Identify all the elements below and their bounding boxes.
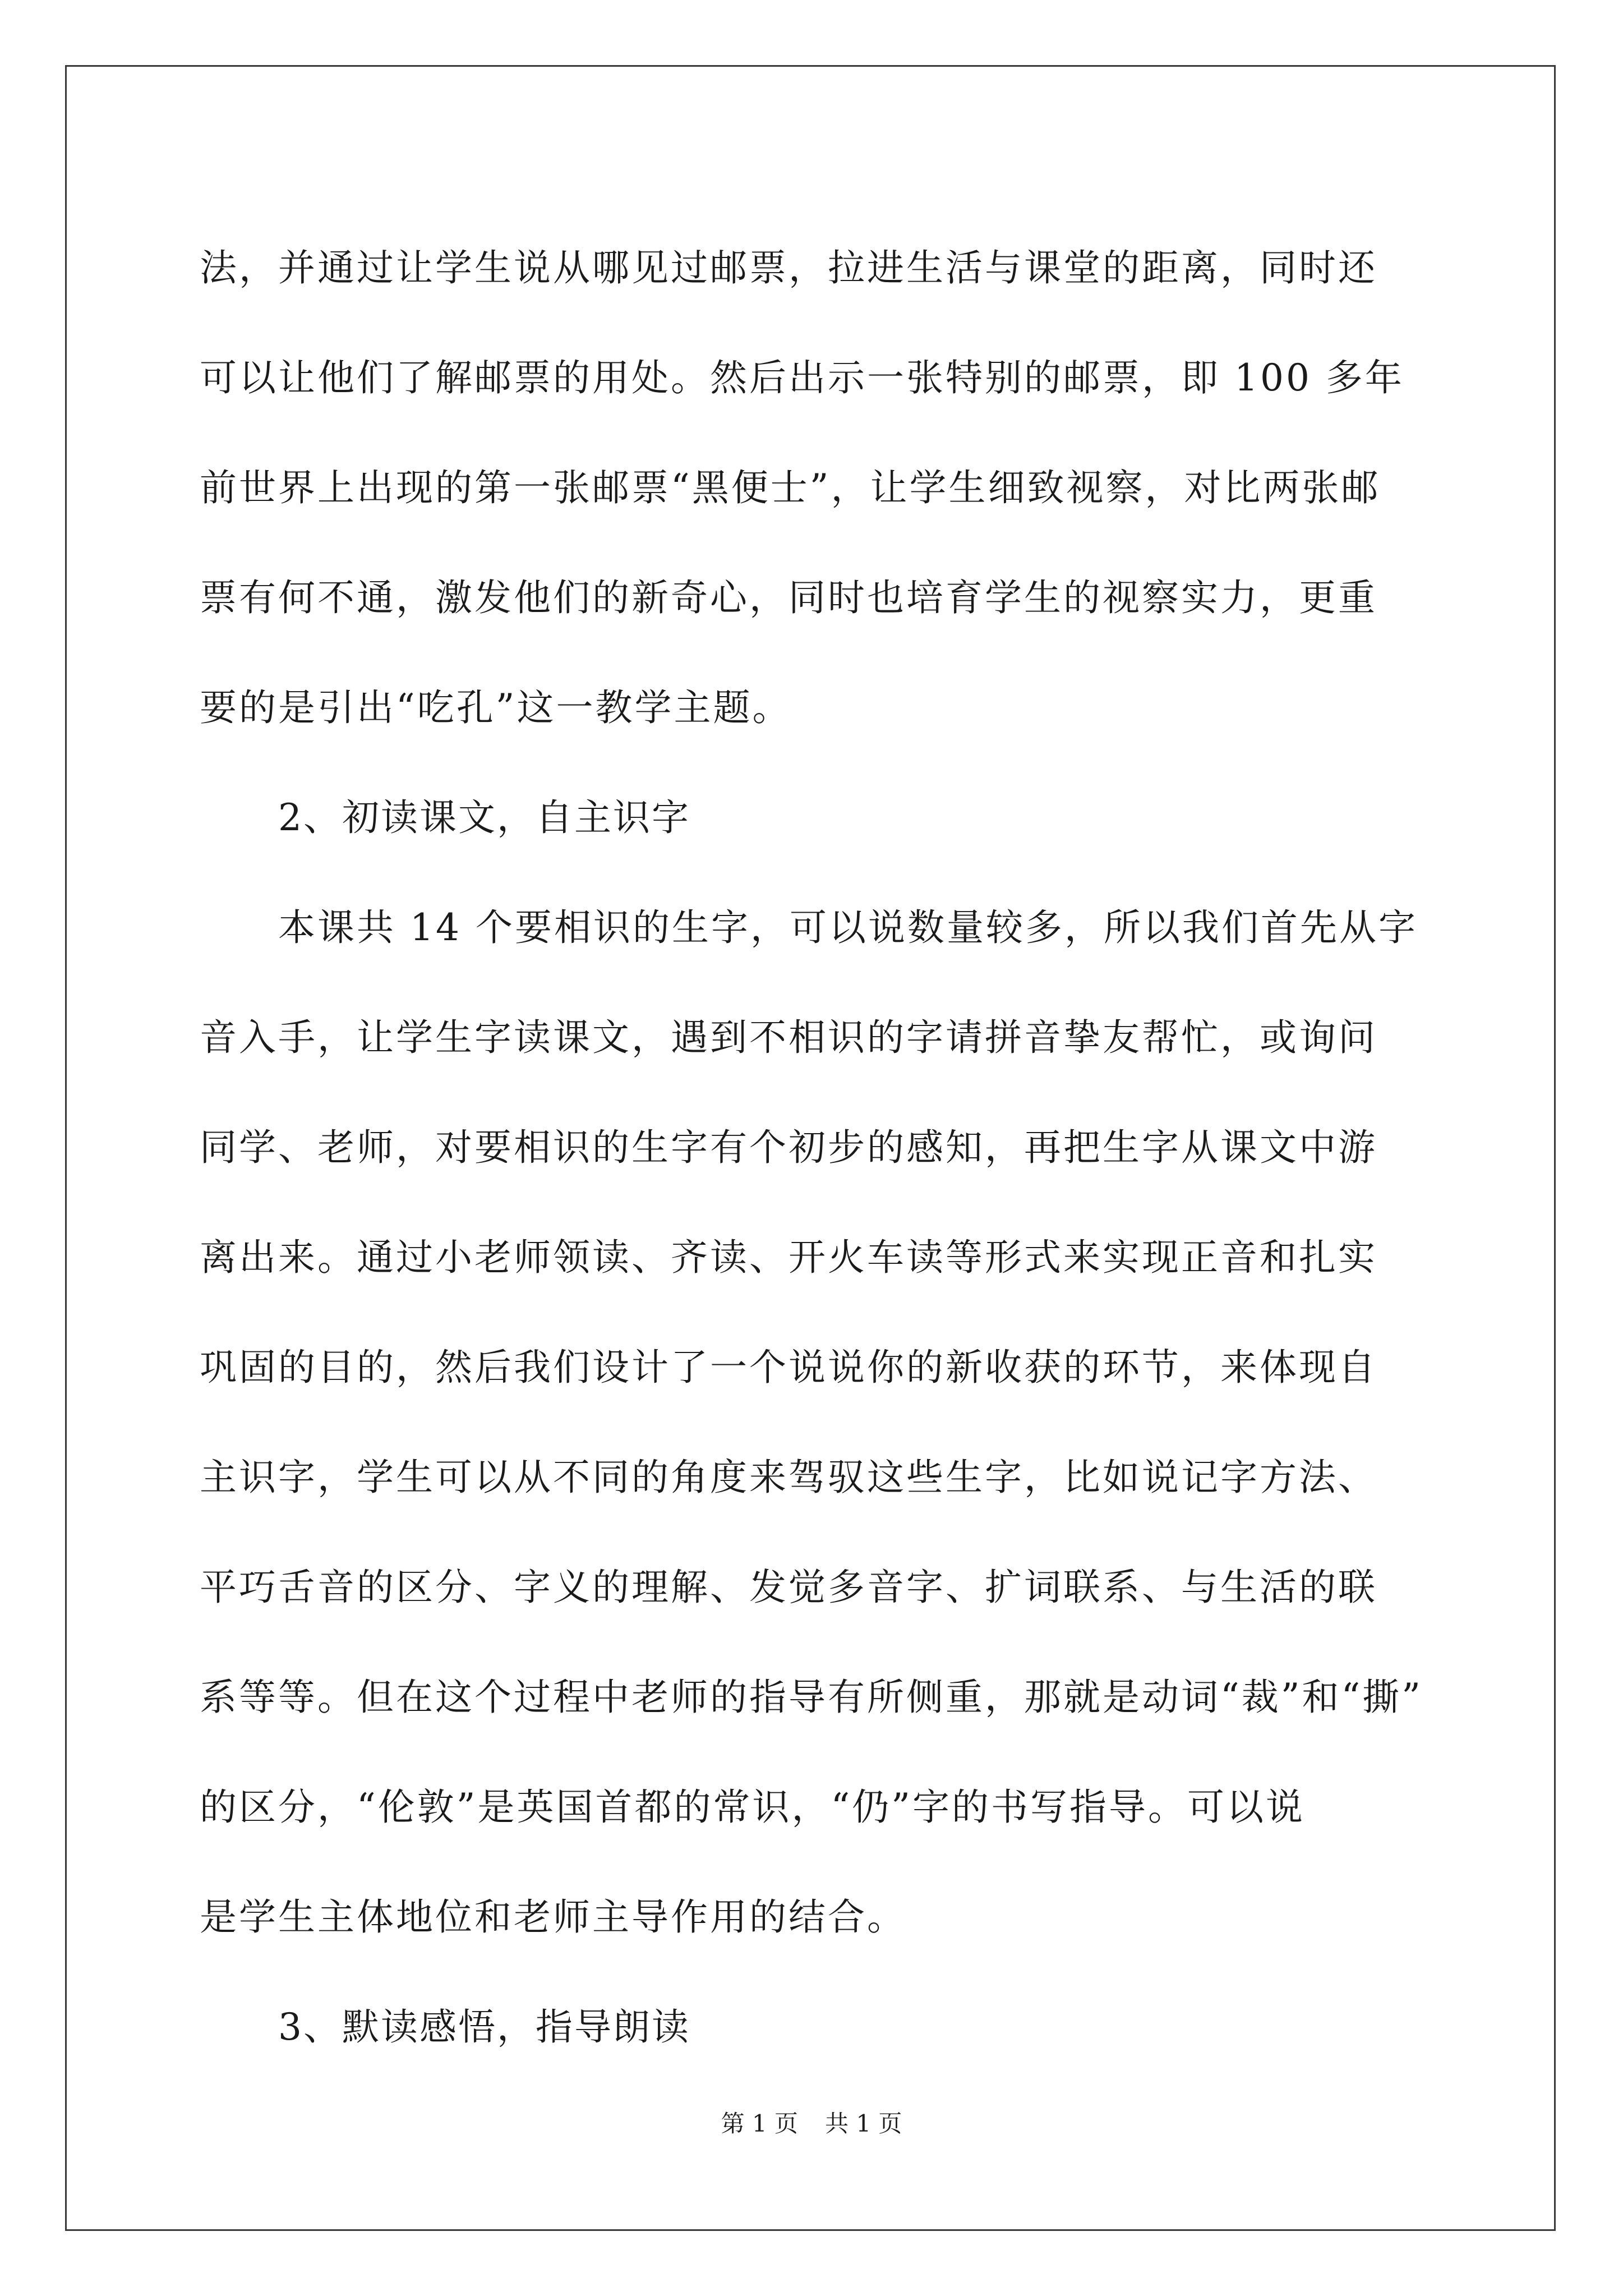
section-heading: 3、默读感悟，指导朗读 bbox=[278, 2005, 690, 2049]
body-line: 巩固的目的，然后我们设计了一个说说你的新收获的环节，来体现自 bbox=[200, 1346, 1377, 1389]
body-line: 系等等。但在这个过程中老师的指导有所侧重，那就是动词“裁”和“撕” bbox=[200, 1676, 1423, 1719]
body-line: 前世界上出现的第一张邮票“黑便士”，让学生细致视察，对比两张邮 bbox=[200, 466, 1381, 509]
paragraph-first-line: 本课共 14 个要相识的生字，可以说数量较多，所以我们首先从字 bbox=[278, 906, 1418, 949]
page-footer bbox=[0, 2107, 1623, 2141]
document-body bbox=[200, 213, 1433, 2082]
body-line: 的区分，“伦敦”是英国首都的常识，“仍”字的书写指导。可以说 bbox=[200, 1786, 1305, 1829]
body-line: 可以让他们了解邮票的用处。然后出示一张特别的邮票，即 100 多年 bbox=[200, 356, 1404, 399]
page-number-total: 共 1 页 bbox=[825, 2110, 902, 2137]
body-line: 要的是引出“吃孔”这一教学主题。 bbox=[200, 686, 792, 729]
body-line: 是学生主体地位和老师主导作用的结合。 bbox=[200, 1895, 906, 1939]
page-number-current: 第 1 页 bbox=[721, 2110, 798, 2137]
body-line: 法，并通过让学生说从哪见过邮票，拉进生活与课堂的距离，同时还 bbox=[200, 246, 1377, 289]
body-line: 离出来。通过小老师领读、齐读、开火车读等形式来实现正音和扎实 bbox=[200, 1236, 1377, 1279]
body-line: 同学、老师，对要相识的生字有个初步的感知，再把生字从课文中游 bbox=[200, 1126, 1377, 1169]
body-line: 平巧舌音的区分、字义的理解、发觉多音字、扩词联系、与生活的联 bbox=[200, 1566, 1377, 1609]
body-line: 主识字，学生可以从不同的角度来驾驭这些生字，比如说记字方法、 bbox=[200, 1456, 1377, 1499]
body-line: 票有何不通，激发他们的新奇心，同时也培育学生的视察实力，更重 bbox=[200, 576, 1377, 619]
section-heading: 2、初读课文，自主识字 bbox=[278, 796, 690, 839]
body-line: 音入手，让学生字读课文，遇到不相识的字请拼音挚友帮忙，或询问 bbox=[200, 1016, 1377, 1059]
